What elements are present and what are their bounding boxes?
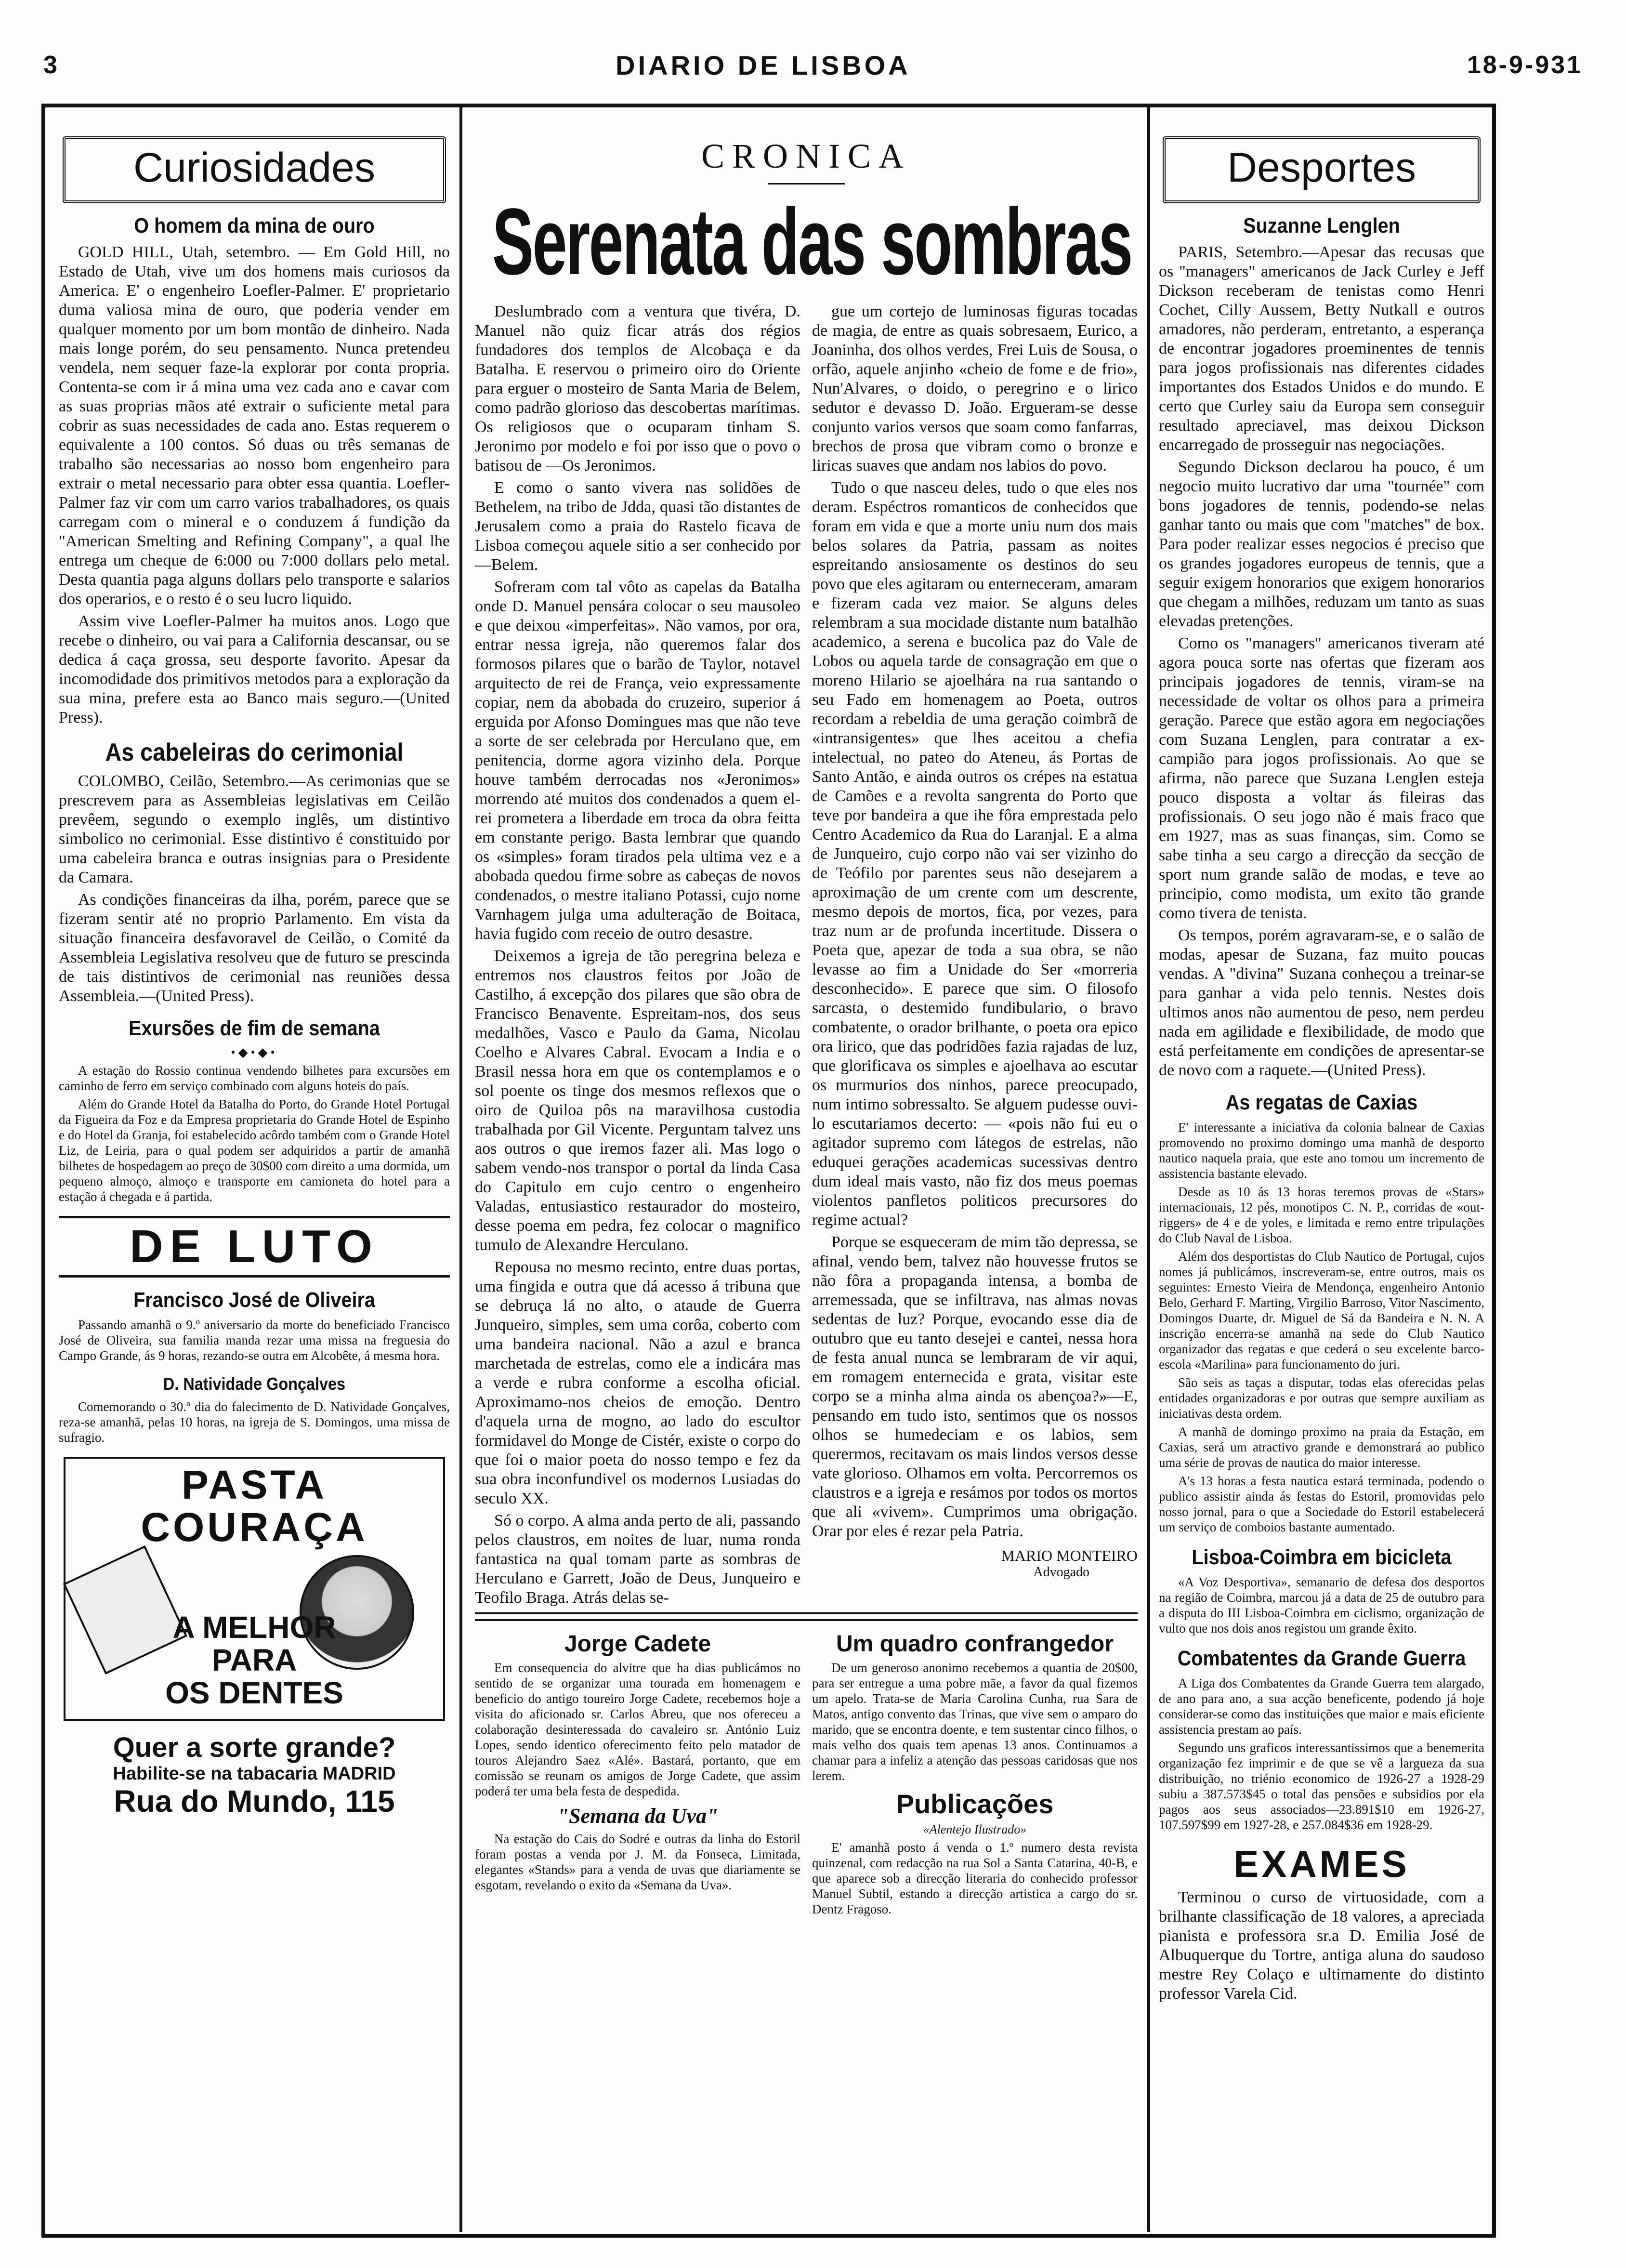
ad-slogan-line: PARA: [211, 1643, 297, 1677]
article-paragraph: PARIS, Setembro.—Apesar das recusas que os "managers" americanos de Jack Curley e Jeff Dickson receberam de tenistas como Henri Cochet, Cilly Aussem, Betty Nutkall e outros amadores, não perderam, entretanto, a esperança de encontrar jogadores proeminentes de tennis para jogos profissionais nas diferentes cidades importantes dos Estados Unidos e do mundo. E certo que Curley saiu da Europa sem conseguir resultado apreciavel, mas deixou Dickson encarregado de prosseguir nas negociações.: [1159, 243, 1484, 454]
chronicle-column-a: [475, 302, 800, 1612]
article-paragraph: Só o corpo. A alma anda perto de ali, passando pelos claustros, em noites de luar, numa ronda fantastica na qual tomam parte as sombras de Herculano e Garrett, João de Deus, Junqueiro e Teofilo Braga. Atrás delas se-: [475, 1512, 800, 1607]
brief-column-left: [475, 1626, 800, 1920]
brief-text: Na estação do Cais do Sodré e outras da linha do Estoril foram postas a venda por J. M. da Fonseca, Limitada, elegantes «Stands» para a venda de uvas que diariamente se esgotam, revelando o exito da «Semana da Uva».: [475, 1832, 800, 1892]
ad-brand-line: PASTA: [181, 1462, 328, 1507]
right-column: [1153, 107, 1490, 2232]
section-divider: [475, 1612, 1138, 1621]
article-paragraph: As condições financeiras da ilha, porém, parece que se fizeram sentir até no proprio Parlamento. Em vista da situação financeira desfavoravel de Ceilão, o Comité da Assembleia Legislativa resolveu que de futuro se prescinda de tais distintivos de cerimonial nas reuniões dessa Assembleia.—(United Press).: [59, 891, 450, 1005]
article-paragraph: Terminou o curso de virtuosidade, com a brilhante classificação de 18 valores, a apreciada pianista e professora sr.a D. Emilia José de Albuquerque du Tortre, antiga aluna do saudoso mestre Rey Colaço e ultimamente do distinto professor Varela Cid.: [1159, 1888, 1484, 2003]
article-paragraph: Segundo uns graficos interessantissimos que a benemerita organização fez imprimir e de que se vê a largueza da sua distribuição, no triénio economico de 1926-27 a 1928-29 subiu a 387.573$45 o total das pensões e subsidios por ela pagos aos seus associados—23.891$10 em 1926-27, 107.597$99 em 1927-28, e 257.084$36 em 1928-29.: [1159, 1741, 1484, 1832]
page-number: 3: [43, 51, 59, 79]
left-column: [52, 107, 457, 2232]
article-paragraph: Sofreram com tal vôto as capelas da Batalha onde D. Manuel pensára colocar o seu mausoleo e que deixou «imperfeitas». Não vamos, por ora, entrar nessa igreja, não queremos falar dos formosos pilares que o barão de Taylor, notavel arquitecto de rei de França, veio expressamente copiar, nem da abobada do cruzeiro, superior á erguida por Afonso Domingues mas que não teve a sorte de ser celebrada por Herculano que, em penitencia, dorme agora vizinho dela. Porque houve também derrocadas nos «Jeronimos» morrendo até muitos dos condenados a quem el-rei prometera a liberdade em troca da obra feitta em constante perigo. Basta lembrar que quando os «simples» foram tirados pela ultima vez e a abobada quedou firme sobre as cabeças de novos condenados, o mestre italiano Potassi, cujo nome Varnhagem julga uma adulteração de Boitaca, havia fugido com receio de outro desastre.: [475, 578, 800, 943]
brief-text: Em consequencia do alvitre que ha dias publicámos no sentido de se organizar uma tourada em homenagem e beneficio do antigo toureiro Jorge Cadete, recebemos hoje a visita do aficionado sr. Carlos Abreu, que nos ofereceu a colaboração desinteressada do cavaleiro sr. António Luiz Lopes, sendo identico oferecimento feito pelo matador de touros Alejandro Saez «Alé». Bastará, portanto, que em comissão se reunam os amigos de Jorge Cadete, que assim poderá ter uma bela festa de despedida.: [475, 1661, 800, 1798]
section-label-cronica: CRONICA: [701, 137, 912, 175]
article-paragraph: A Liga dos Combatentes da Grande Guerra tem alargado, de ano para ano, a sua acção beneficente, podendo já hoje considerar-se como das instituições que maior e mais eficiente assistencia prestam ao país.: [1159, 1676, 1484, 1737]
brief-title: Jorge Cadete: [564, 1631, 711, 1657]
article-paragraph: Além do Grande Hotel da Batalha do Porto, do Grande Hotel Portugal da Figueira da Foz e da Empresa proprietaria do Grande Hotel de Espinho e do Hotel da Granja, foi estabelecido acôrdo também com o Grande Hotel Liz, de Leiria, para o qual podem ser adquiridos a partir de amanhã bilhetes de hospedagem ao preço de 30$00 com direito a uma dormida, um pequeno almoço, almoço e transporte em camioneta do hotel para a estação á chegada e á partida.: [59, 1097, 450, 1204]
ornament-divider: [768, 183, 845, 185]
brief-title: "Semana da Uva": [557, 1804, 719, 1828]
article-title: As regatas de Caxias: [1225, 1091, 1418, 1114]
lottery-advertisement: [59, 1732, 450, 1818]
article-title: O homem da mina de ouro: [134, 214, 375, 237]
ad-slogan-line: A MELHOR: [172, 1610, 336, 1645]
obituary-text: Comemorando o 30.º dia do falecimento de D. Natividade Gonçalves, reza-se amanhã, pelas 10 horas, na igreja de S. Domingos, uma missa de sufragio.: [59, 1399, 450, 1445]
article-title: EXAMES: [1233, 1843, 1410, 1885]
author-name: MARIO MONTEIRO: [1001, 1547, 1138, 1564]
article-paragraph: Como os "managers" americanos tiveram até agora pouca sorte nas ofertas que fizeram aos principais jogadores de tennis, viram-se na necessidade de voltar os olhos para a primeira geração. Parece que estão agora em negociações com Suzana Lenglen, para contratar a ex-campião para jogos profissionais. Ao que se afirma, não parece que Suzana Lenglen esteja pouco disposta a voltar ás fileiras das profissionais. O seu jogo não é mais fraco que em 1927, mas as suas finanças, sim. Como se sabe tinha a seu cargo a direcção da secção de sport num grande salão de modas, e teve ao principio, como modista, um exito tão grande como tivera de tenista.: [1159, 634, 1484, 922]
article-paragraph: A's 13 horas a festa nautica estará terminada, podendo o publico assistir ainda ás festas do Estoril, promovidas pelo nosso jornal, para o que a Sociedade do Estoril estabelecerá um serviço de comboios bastante aumentado.: [1159, 1474, 1484, 1534]
article-paragraph: A manhã de domingo proximo na praia da Estação, em Caxias, será um atractivo grande e demonstrará ao publico uma série de provas de nautica do maior interesse.: [1159, 1424, 1484, 1470]
obituary-name: D. Natividade Gonçalves: [163, 1374, 346, 1394]
article-paragraph: COLOMBO, Ceilão, Setembro.—As cerimonias que se prescrevem para as Assembleias legislativas em Ceilão prevêem, segundo o exemplo inglês, um distintivo simbolico no cerimonial. Esse distintivo é constituido por uma cabeleira branca e outras insignias para o Presidente da Camara.: [59, 772, 450, 886]
brief-title: Um quadro confrangedor: [836, 1631, 1114, 1657]
article-paragraph: Deixemos a igreja de tão peregrina beleza e entremos nos claustros feitos por João de Castilho, á excepção dos pilares que são obra de Francisco Benavente. Espreitam-nos, dos seus medalhões, Vasco e Paulo da Gama, Nicolau Coelho e Alvares Cabral. Evocam a India e o Brasil nessa hora em que os contemplamos e o sol poente os tinge dos mesmos reflexos que o oiro de Quiloa pôs na maravilhosa custodia trabalhada por Gil Vicente. Perguntam talvez uns aos outros o que iremos fazer ali. Mas logo o sabem vendo-nos transpor o portal da linda Casa do Capitulo em cujo centro o engenheiro Valadas, entusiastico restaurador do mosteiro, desse poema em pedra, fez colocar o magnifico tumulo de Alexandre Herculano.: [475, 947, 800, 1254]
toothpaste-advertisement: [64, 1457, 445, 1721]
article-title: Lisboa-Coimbra em bicicleta: [1192, 1545, 1452, 1569]
issue-date: 18-9-931: [1467, 51, 1583, 79]
article-title: Suzanne Lenglen: [1243, 214, 1400, 237]
article-paragraph: A estação do Rossio continua vendendo bilhetes para excursões em caminho de ferro em serviço combinado com alguns hoteis do país.: [59, 1063, 450, 1093]
article-paragraph: E' interessante a iniciativa da colonia balnear de Caxias promovendo no proximo domingo uma manhã de desporto nautico naquela praia, que este ano tomou um incremento de assistencia bastante elevado.: [1159, 1120, 1484, 1181]
article-paragraph: gue um cortejo de luminosas figuras tocadas de magia, de entre as quais sobresaem, Eurico, a Joaninha, dos olhos verdes, Frei Luis de Sousa, o orfão, aquele anjinho «cheio de fome e de frio», Nun'Alvares, o doido, o peregrino e o lirico sedutor e devasso D. João. Ergueram-se desse conjunto varios versos que soam como fanfarras, brechos de prosa que vibram como o bronze e liricas suaves que andam nos labios do povo.: [812, 303, 1138, 475]
column-divider: [459, 107, 462, 2232]
article-paragraph: Tudo o que nasceu deles, tudo o que eles nos deram. Espéctros romanticos de conhecidos que foram em vida e que a morte uniu num dos mais belos solares da Patria, passam as noites espreitando ansiosamente os destinos do seu povo que eles agitaram ou enterneceram, amaram e fizeram cada vez maior. Se alguns deles relembram a sua mocidade distante num batalhão academico, a serena e bucolica paz do Vale de Lobos ou aquela tarde de consagração em que o moreno Hilario se ajoelhára na rua santando o seu Fado em homenagem ao Poeta, outros recordam a rebeldia de uma geração coimbrã de «intransigentes» que lhes aceitou a chefia intelectual, no pateo do Ateneu, ás Portas de Santo Antão, e ainda outros os crépes na estatua de Camões e a revolta sangrenta do Porto que teve por bandeira a que ihe fôra emprestada pelo Centro Academico da Rua do Laranjal. E a alma de Junqueiro, cujo corpo não vai ser vizinho do de Teófilo por parentes seus não desejarem a aproximação de um crente com um descrente, mesmo depois de mortos, fica, por vezes, para traz num ar de profunda incertitude. Dissera o Poeta que, apezar de toda a sua obra, se não levasse ao fim a Unidade do Ser «morreria desconhecido». E parece que sim. O filosofo sarcasta, o destemido fundibulario, o bravo combatente, o orador brilhante, o poeta ora epico ora lirico, que das podridões fazia rajadas de luz, que glorificava os simples e ajoelhava ao escutar os murmurios dos ninhos, parece preocupado, num intimo sobressalto. Se alguem pudesse ouvi-lo escutariamos decerto: — «pois não fui eu o agitador supremo com látegos de estrelas, não eduquei gerações academicas sucessivas dentro dum ideal mais vasto, não fiz dos meus poemas violentos panfletos politicos precursores do regime actual?: [812, 479, 1138, 1229]
article-paragraph: Assim vive Loefler-Palmer ha muitos anos. Logo que recebe o dinheiro, ou vai para a California descansar, ou se dedica á caça grossa, seu desporte favorito. Apesar da incomodidade dos primitivos metodos para a exploração da sua mina, prefere esta ao Banco mais seguro.—(United Press).: [59, 612, 450, 726]
article-paragraph: Segundo Dickson declarou ha pouco, é um negocio muito lucrativo dar uma "tournée" com bons jogadores de tennis, podendo-se nelas ganhar tanto ou mais que com "matches" de box. Para poder realizar esses negocios é preciso que os grandes jogadores europeus de tennis, que a seguir exigem honorarios que exigem honorarios que chegam a milhões, reduzam um tanto as suas elevadas pretenções.: [1159, 458, 1484, 630]
article-paragraph: Os tempos, porém agravaram-se, e o salão de modas, apesar de Suzana, faz muito poucas vendas. A "divina" Suzana conheçou a treinar-se para ganhar a vida pelo tennis. Nestes dois ultimos anos não aumentou de peso, nem perdeu nada em agilidade e flexibilidade, de modo que está perfeitamente em condições de apresentar-se de novo com a raquete.—(United Press).: [1159, 926, 1484, 1079]
brief-text: E' amanhã posto á venda o 1.º numero desta revista quinzenal, com redacção na rua Sol a Santa Catarina, 40-B, e que aparece sob a direcção literaria do conhecido professor Manuel Subtil, estando a direcção artistica a cargo do sr. Dentz Fragoso.: [812, 1840, 1138, 1916]
ad-slogan: [66, 1611, 443, 1709]
column-divider: [1147, 107, 1150, 2232]
ornament-divider: •◆•◆•: [231, 1045, 278, 1059]
center-column: [469, 107, 1143, 2232]
headline: Serenata das sombras: [492, 189, 1132, 294]
lottery-subline: Habilite-se na tabacaria MADRID: [113, 1764, 396, 1784]
article-paragraph: Além dos desportistas do Club Nautico de Portugal, cujos nomes já publicámos, inscreveram-se, entre outros, mais os seguintes: Ernesto Vieira de Mendonça, engenheiro Antonio Belo, Gerhard F. Marting, Virgilio Barroso, Vitor Nascimento, Domingos Duarte, dr. Miguel de Sá da Bandeira e N. N. A inscrição encerra-se amanhã na sede do Club Nautico organizador das regatas e que cederá o seu excelente barco-escola «Marilina» para funcionamento do juri.: [1159, 1249, 1484, 1371]
article-paragraph: Deslumbrado com a ventura que tivéra, D. Manuel não quiz ficar atrás dos régios fundadores dos templos de Alcobaça e da Batalha. E reservou o primeiro oiro do Oriente para erguer o mosteiro de Santa Maria de Belem, como padrão glorioso das descobertas marítimas. Os religiosos que o ocuparam tinham S. Jeronimo por modelo e foi por isso que o povo o batisou de —Os Jeronimos.: [475, 303, 800, 475]
chronicle-column-b: [812, 302, 1138, 1612]
obituary-name: Francisco José de Oliveira: [133, 1288, 375, 1312]
obituary-text: Passando amanhã o 9.º aniversario da morte do beneficiado Francisco José de Oliveira, sua familia manda rezar uma missa na freguesia do Campo Grande, ás 9 horas, rezando-se outra em Alcobête, á mesma hora.: [59, 1318, 450, 1363]
article-paragraph: GOLD HILL, Utah, setembro. — Em Gold Hill, no Estado de Utah, vive um dos homens mais curiosos da America. E' o engenheiro Loefler-Palmer. E' proprietario duma valiosa mina de ouro, que poderia vender em qualquer momento por um bom montão de dinheiro. Nada mais longe porém, do seu pensamento. Nunca pretendeu vendela, nem sequer faze-la explorar por conta propria. Contenta-se com ir á mina uma vez cada ano e cavar com as suas proprias mãos até extrair o suficiente metal para cobrir as suas necessidades de cada ano. Estas requerem o equivalente a 100 contos. Só duas ou três semanas de trabalho são necessarias ao nosso bom engenheiro para extrair o metal necessario para obter essa quantia. Loefler-Palmer faz vir com um carro varios trabalhadores, os quais carregam com o mineral e o conduzem á fundição da "American Smelting and Refining Company", a qual lhe entrega um cheque de 6:000 ou 7:000 dollars pelo metal. Desta quantia paga alguns dollars pelo transporte e salarios dos operarios, e o resto é o seu lucro liquido.: [59, 243, 450, 608]
author-role: Advogado: [1033, 1565, 1089, 1580]
masthead: [43, 46, 1583, 84]
brief-text: De um generoso anonimo recebemos a quantia de 20$00, para ser entregue a uma pobre mãe, a favor da qual fizemos um apelo. Trata-se de Maria Carolina Cunha, rua Sara de Matos, antigo convento das Trinas, que vive sem o amparo do marido, que se encontra doente, e tem sustentar cinco filhos, o mais velho dos quais tem apenas 13 anos. Continuamos a chamar para a infeliz a atenção das pessoas caridosas que nos lerem.: [812, 1661, 1138, 1783]
article-paragraph: Repousa no mesmo recinto, entre duas portas, uma fingida e outra que dá acesso á tribuna que se debruça lá no alto, o ataude de Guerra Junqueiro, simples, sem uma corôa, coberto com uma bandeira nacional. Não a azul e branca marchetada de estrelas, como ele a indicára mas a verde e rubra conforme a escolha oficial. Aproximamo-nos cheios de emoção. Dentro d'aquela urna de mogno, ao lado do escultor formidavel do Monge de Cistér, existe o corpo do que foi o maior poeta do nosso tempo e fez da sua obra inconfundivel os modernos Lusiadas do seculo XX.: [475, 1258, 800, 1507]
news-briefs: [475, 1626, 1138, 1920]
section-header-desportes: Desportes: [1163, 136, 1481, 203]
article-title: Exursões de fim de semana: [129, 1016, 380, 1040]
article-paragraph: «A Voz Desportiva», semanario de defesa dos desportos na região de Coimbra, marcou já a data de 25 de outubro para a disputa do III Lisboa-Coimbra em ciclismo, organização de vulto que nos dois anos registou um grande êxito.: [1159, 1575, 1484, 1635]
lottery-address: Rua do Mundo, 115: [114, 1784, 395, 1819]
article-paragraph: E como o santo vivera nas solidões de Bethelem, na tribo de Jdda, quasi tão distantes de Jerusalem como a praia do Rastelo ficava de Lisboa começou aquele sitio a ser conhecido por —Belem.: [475, 479, 800, 574]
article-paragraph: Desde as 10 ás 13 horas teremos provas de «Stars» internacionais, 12 pés, monotipos C. N. P., corridas de «out-riggers» de 4 e de yoles, e limitada e remo entre tripulações do Club Naval de Lisboa.: [1159, 1185, 1484, 1245]
article-title: As cabeleiras do cerimonial: [105, 738, 404, 766]
article-title: Combatentes da Grande Guerra: [1177, 1647, 1466, 1670]
brief-subtitle: «Alentejo Ilustrado»: [923, 1822, 1027, 1836]
newspaper-title: DIARIO DE LISBOA: [616, 50, 911, 80]
obituary-header: DE LUTO: [59, 1216, 450, 1278]
page-frame: [41, 104, 1496, 2238]
brief-column-right: [812, 1626, 1138, 1920]
article-paragraph: Porque se esqueceram de mim tão depressa, se afinal, vendo bem, talvez não houvesse frutos se não fôra a propaganda intensa, a bomba de arremessada, que se infiltrava, nas almas novas sedentas de luz? Porque, evocando esse dia de outubro que eu tanto desejei e cantei, nessa hora de festa anual nunca se lembraram de vir aqui, em romagem enternecida e grata, visitar este corpo se a minha alma ainda os abençoa?»—E, pensando em tudo isto, sentimos que os nossos olhos se humedeciam e os labios, sem querermos, recitavam os mais lindos versos desse vate glorioso. Olhamos em volta. Percorremos os claustros e a igreja e resámos por todos os mortos que ali «vivem». Cumprimos uma obrigação. Orar por eles é rezar pela Patria.: [812, 1233, 1138, 1540]
chronicle-body: [475, 302, 1138, 1612]
section-header-curiosidades: Curiosidades: [63, 136, 446, 203]
lottery-headline: Quer a sorte grande?: [113, 1732, 396, 1763]
ad-slogan-line: OS DENTES: [165, 1675, 343, 1710]
ad-brand-line: COURAÇA: [141, 1504, 368, 1550]
brief-title: Publicações: [896, 1789, 1054, 1819]
article-paragraph: São seis as taças a disputar, todas elas oferecidas pelas entidades organizadoras e por outras que sempre auxiliam as iniciativas desta ordem.: [1159, 1375, 1484, 1421]
